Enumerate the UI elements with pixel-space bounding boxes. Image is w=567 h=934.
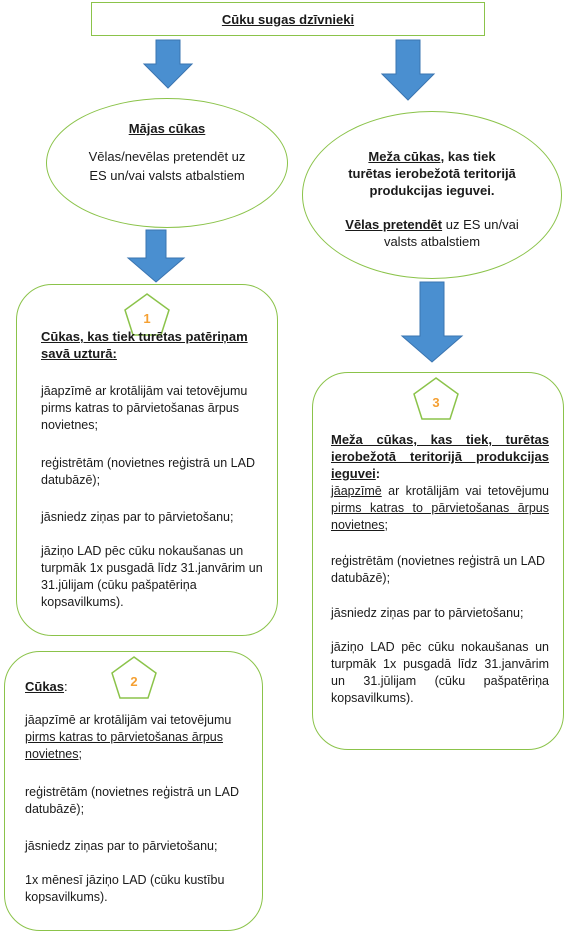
box-2-heading: Cūkas:: [25, 679, 68, 694]
box-3-number: 3: [432, 395, 440, 410]
box-1-item-3: jāsniedz ziņas par to pārvietošanu;: [41, 510, 234, 524]
box-2-item-2: reģistrētām (novietnes reģistrā un LAD datubāzē);: [25, 785, 239, 816]
box-1-number: 1: [143, 311, 151, 326]
arrow-down-icon: [144, 40, 192, 88]
box-3-heading: Meža cūkas, kas tiek, turētas ierobežotā teritorijā produkcijas ieguvei:: [331, 432, 549, 481]
box-2-item-1: jāapzīmē ar krotālijām vai tetovējumu pirms katras to pārvietošanas ārpus novietnes;: [25, 713, 232, 761]
box-3: [312, 372, 564, 750]
domestic-heading: Mājas cūkas: [128, 121, 206, 136]
box-2: [4, 651, 263, 931]
domestic-pigs-ellipse: [46, 98, 288, 228]
box-2-item-3: jāsniedz ziņas par to pārvietošanu;: [25, 839, 218, 853]
arrow-down-icon: [128, 230, 184, 282]
domestic-text: Vēlas/nevēlas pretendēt uz ES un/vai valsts atbalstiem: [88, 149, 246, 183]
box-3-item-4: jāziņo LAD pēc cūku nokaušanas un turpmāk 1x pusgadā līdz 31.janvārim un 31.jūlijam (cūku pašpatēriņa kopsavilkums).: [331, 640, 549, 705]
arrow-down-icon: [402, 282, 462, 362]
box-1-item-2: reģistrētām (novietnes reģistrā un LAD datubāzē);: [41, 456, 255, 487]
box-3-item-2: reģistrētām (novietnes reģistrā un LAD datubāzē);: [331, 554, 545, 585]
box-1: [16, 284, 278, 636]
box-2-item-4: 1x mēnesī jāziņo LAD (cūku kustību kopsavilkums).: [25, 873, 225, 904]
box-1-item-1: jāapzīmē ar krotālijām vai tetovējumu pirms katras to pārvietošanas ārpus novietnes;: [41, 384, 248, 432]
diagram-title: Cūku sugas dzīvnieki: [91, 2, 485, 36]
box-1-item-4: jāziņo LAD pēc cūku nokaušanas un turpmāk 1x pusgadā līdz 31.janvārim un 31.jūlijam (cūku pašpatēriņa kopsavilkums).: [41, 544, 263, 609]
wild-pigs-ellipse: [302, 111, 562, 279]
pentagon-badge-icon: [411, 375, 461, 421]
box-1-heading: Cūkas, kas tiek turētas patēriņam savā uzturā:: [41, 329, 248, 361]
wild-heading: Meža cūkas, kas tiek turētas ierobežotā teritorijā produkcijas ieguvei.: [348, 149, 516, 198]
arrow-down-icon: [382, 40, 434, 100]
box-3-item-1: jāapzīmē ar krotālijām vai tetovējumu pirms katras to pārvietošanas ārpus novietnes;: [331, 484, 549, 532]
box-2-number: 2: [130, 674, 138, 689]
wild-note: Vēlas pretendēt uz ES un/vai valsts atbalstiem: [345, 217, 519, 249]
box-3-item-3: jāsniedz ziņas par to pārvietošanu;: [331, 606, 524, 620]
